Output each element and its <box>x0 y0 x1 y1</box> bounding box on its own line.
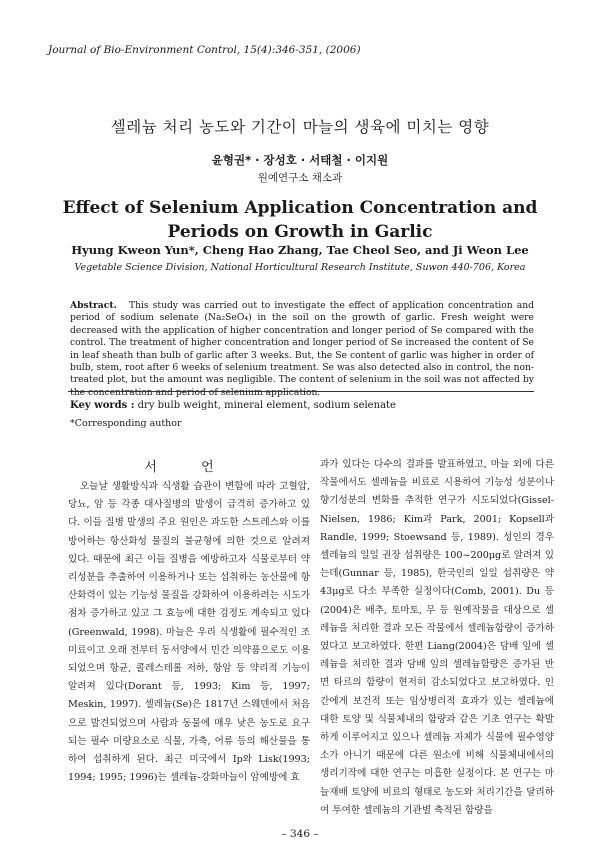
english-affiliation: Vegetable Science Division, National Horticultural Research Institute, Suwon 440-706, Korea <box>74 262 526 273</box>
abstract-label: Abstract. <box>70 300 117 311</box>
korean-authors: 윤형권* · 장성호 · 서태철 · 이지원 <box>211 153 389 167</box>
english-title <box>0 196 600 244</box>
corresponding-author-note: *Corresponding author <box>70 418 182 429</box>
right-column-text: 과가 있다는 다수의 결과를 발표하였고, 마늘 외에 다른 작물에서도 셀레늄을 비료로 시용하여 기능성 성분이나 향기성분의 변화를 추적한 연구가 시도되었다(Gissel-Nielsen, 1986; Kim과 Park, 2001; Kopsell과 Randle, 1999; Stoewsand 등, 1989). 성인의 경우 셀레늄의 일일 권장 섭취량은 100~200μg로 알려져 있는데(Gunnar 등, 1985), 한국인의 일일 섭취량은 약 43μg로 다소 부족한 실정이다(Comb, 2001). Du 등(2004)은 배추, 토마토, 무 등 원예작물을 대상으로 셀레늄을 처리한 결과 모든 작물에서 셀레늄함량이 증가하였다고 보고하였다. 한편 Liang(2004)은 담배 잎에 셀레늄을 처리한 결과 담배 잎의 셀레늄함량은 증가된 반면 타르의 함량이 현저히 감소되었다고 보고하였다. 인간에게 보건적 또는 임상병리적 효과가 있는 셀레늄에 대한 토양 및 식물체내의 함량과 같은 기초 연구는 확발하게 이루어지고 있으나 셀레늄 자체가 식물에 필수영양소가 아니기 때문에 다른 원소에 비해 식물체내에서의 생리기작에 대한 연구는 미흡한 실정이다. 본 연구는 마늘재배 토양에 비료의 형태로 농도와 처리기간을 달리하여 투여한 셀레늄의 기관별 축적된 함량을 <box>320 459 554 816</box>
section-heading-introduction: 서 언 <box>144 460 234 475</box>
page-number: – 346 – <box>281 828 319 840</box>
english-title-line-2: Periods on Growth in Garlic <box>167 222 433 242</box>
abstract-text: This study was carried out to investigate the effect of application concentration and period of sodium selenate (Na₂SeO₄) in the soil on the growth of garlic. Fresh weight were decreased with the application of higher concentration and longer period of Se compared with the control. The treatment of higher concentration and longer period of Se increased the content of Se in leaf sheath than bulb of garlic after 3 weeks. But, the Se content of garlic was higher in order of bulb, stem, root after 6 weeks of selenium treatment. Se was also detected also in control, the non-treated plot, but the amount was negligible. The content of selenium in the soil was not affected by the concentration and period of selenium application. <box>70 300 535 398</box>
left-column-text: 오늘날 생활방식과 식생활 습관이 변함에 따라 고혈압, 당뇨, 암 등 각종 대사질병의 발생이 급격히 증가하고 있다. 이들 질병 발생의 주요 원인은 과도한 스트레스와 이를 방어하는 항산화성 물질의 불균형에 의한 것으로 알려져 있다. 때문에 최근 이들 질병을 예방하고자 식물로부터 약리성분을 추출하여 이용하거나 또는 섭취하는 농산물에 항산화력이 있는 기능성 물질을 강화하여 이용하려는 시도가 점차 증가하고 있고 그 효능에 대한 검정도 계속되고 있다(Greenwald, 1998). 마늘은 우리 식생활에 필수적인 조미료이고 오래 전부터 동서양에서 민간 의약품으로도 이용되었으며 항균, 콜레스테롤 저하, 항암 등 약리적 기능이 알려져 있다(Dorant 등, 1993; Kim 등, 1997; Meskin, 1997). 셀레늄(Se)은 1817년 스웨덴에서 처음으로 발견되었으며 사람과 동물에 매우 낮은 농도로 요구되는 필수 미량요소로 식물, 가축, 어류 등의 해산물을 통하여 섭취하게 된다. 최근 미국에서 Ip와 Lisk(1993; 1994; 1995; 1996)는 셀레늄-강화마늘이 암예방에 효 <box>68 481 310 784</box>
korean-affiliation: 원예연구소 채소과 <box>257 172 343 184</box>
keywords-text: dry bulb weight, mineral element, sodium selenate <box>134 400 396 411</box>
korean-title: 셀레늄 처리 농도와 기간이 마늘의 생육에 미치는 영향 <box>110 118 490 136</box>
english-authors: Hyung Kweon Yun*, Cheng Hao Zhang, Tae Cheol Seo, and Ji Weon Lee <box>71 243 529 257</box>
abstract <box>70 300 534 399</box>
keywords-label: Key words : <box>70 400 135 411</box>
keywords <box>70 400 396 411</box>
abstract-divider <box>68 391 534 392</box>
english-title-line-1: Effect of Selenium Application Concentration and <box>62 198 538 218</box>
journal-citation: Journal of Bio-Environment Control, 15(4):346-351, (2006) <box>48 44 361 56</box>
